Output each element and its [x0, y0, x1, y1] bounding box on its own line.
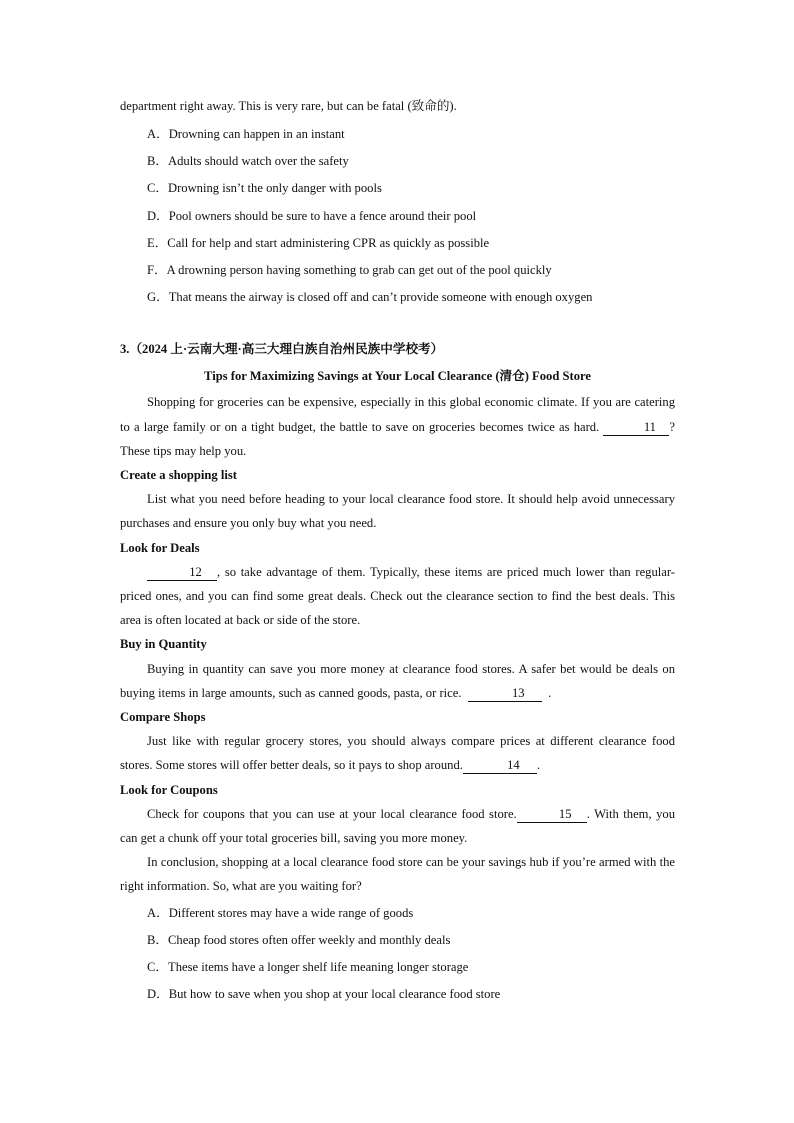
coupons-text: Check for coupons that you can use at your local clearance food store.	[147, 806, 517, 821]
previous-options-list	[120, 121, 675, 311]
option-text: Call for help and start administering CPR as quickly as possible	[167, 235, 490, 250]
option-text: Drowning can happen in an instant	[168, 127, 345, 141]
option-text: Drowning isn’t the only danger with pools	[168, 181, 382, 196]
option-text: Cheap food stores often offer weekly and monthly deals	[168, 932, 451, 947]
option-letter: B．	[147, 154, 168, 169]
section-heading-compare: Compare Shops	[120, 710, 206, 725]
option-text: These items have a longer shelf life meaning longer storage	[168, 959, 469, 974]
option-c	[120, 954, 675, 981]
option-text: Pool owners should be sure to have a fence around their pool	[168, 208, 477, 223]
blank-13[interactable]: 13	[468, 686, 542, 702]
section-paragraph-quantity	[120, 657, 675, 705]
option-e	[120, 230, 675, 257]
option-letter: A．	[147, 905, 169, 920]
compare-after: .	[536, 758, 541, 773]
section-paragraph-deals	[120, 560, 675, 633]
option-text: A drowning person having something to grab can get out of the pool quickly	[166, 263, 552, 278]
conclusion-paragraph: In conclusion, shopping at a local clearance food store can be your savings hub if you’re armed with the right information. So, what are you waiting for?	[120, 855, 675, 894]
option-text: That means the airway is closed off and can’t provide someone with enough oxygen	[168, 290, 593, 305]
coupons-after: . With them, you can get a chunk off your total groceries bill, saving you more money.	[120, 806, 676, 846]
option-c	[120, 175, 675, 202]
section-heading-shopping-list: Create a shopping list	[120, 468, 237, 483]
option-letter: A．	[147, 127, 169, 141]
section-paragraph-coupons	[120, 802, 675, 850]
option-letter: E．	[147, 235, 168, 250]
passage-title: Tips for Maximizing Savings at Your Local Clearance (清仓) Food Store	[204, 369, 591, 384]
previous-passage-tail: department right away. This is very rare, but can be fatal (致命的).	[120, 99, 457, 113]
option-d	[120, 981, 675, 1008]
option-text: Adults should watch over the safety	[168, 154, 349, 169]
quantity-after: .	[548, 685, 552, 700]
option-b	[120, 148, 675, 175]
option-d	[120, 203, 675, 230]
option-letter: D．	[147, 208, 169, 223]
intro-text: Shopping for groceries can be expensive, especially in this global economic climate. If you are catering to a large family or on a tight budget, the battle to save on groceries becomes twice as hard.	[120, 395, 675, 434]
section-paragraph-shopping-list: List what you need before heading to your local clearance food store. It should help avoid unnecessary purchases and ensure you only buy what you need.	[120, 492, 675, 531]
option-b	[120, 927, 675, 954]
section-heading-coupons: Look for Coupons	[120, 782, 218, 797]
question-header: 3.（2024 上·云南大理·高三大理白族自治州民族中学校考）	[120, 342, 444, 357]
intro-after: ? These tips may help you.	[120, 419, 676, 458]
section-heading-deals: Look for Deals	[120, 540, 200, 555]
option-letter: C．	[147, 959, 168, 974]
option-text: But how to save when you shop at your local clearance food store	[168, 986, 501, 1001]
question3-options-list	[120, 900, 675, 1008]
option-letter: C．	[147, 181, 168, 196]
compare-text: Just like with regular grocery stores, you should always compare prices at different clearance food stores. Some stores will offer better deals, so it pays to shop around.	[120, 734, 675, 773]
option-text: Different stores may have a wide range of goods	[168, 905, 414, 920]
section-heading-quantity: Buy in Quantity	[120, 637, 207, 652]
option-a	[120, 900, 675, 927]
blank-15[interactable]: 15	[517, 807, 587, 823]
intro-paragraph	[120, 390, 675, 463]
document-page	[120, 94, 675, 1008]
blank-12[interactable]: 12	[147, 565, 217, 581]
blank-14[interactable]: 14	[463, 758, 537, 774]
option-f	[120, 257, 675, 284]
blank-11[interactable]: 11	[603, 420, 669, 436]
option-a	[120, 121, 675, 148]
section-paragraph-compare	[120, 729, 675, 777]
option-letter: F．	[147, 263, 167, 278]
quantity-text: Buying in quantity can save you more money at clearance food stores. A safer bet would be deals on buying items in large amounts, such as canned goods, pasta, or rice.	[120, 661, 675, 700]
option-letter: G．	[147, 290, 169, 305]
option-g	[120, 284, 675, 311]
option-letter: B．	[147, 932, 168, 947]
option-letter: D．	[147, 986, 169, 1001]
deals-text: , so take advantage of them. Typically, these items are priced much lower than regular-priced ones, and you can find some great deals. Check out the clearance section to find the best deals. This area is often located at back or side of the store.	[120, 564, 675, 628]
